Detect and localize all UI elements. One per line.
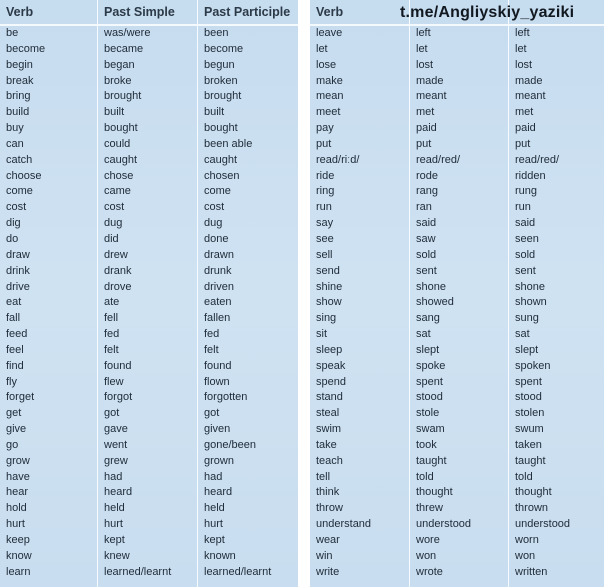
left-column-verb bbox=[0, 0, 97, 587]
table-cell: read/red/ bbox=[515, 153, 560, 166]
table-cell: sang bbox=[416, 312, 440, 325]
table-cell: met bbox=[416, 106, 435, 119]
table-cell: hear bbox=[6, 486, 29, 499]
table-cell: can bbox=[6, 137, 24, 150]
right-verb-table bbox=[310, 0, 604, 587]
left-column-past-participle bbox=[197, 0, 298, 587]
table-cell: run bbox=[515, 201, 531, 214]
table-cell: win bbox=[316, 549, 333, 562]
table-cell: sing bbox=[316, 312, 337, 325]
table-cell: rang bbox=[416, 185, 439, 198]
table-cell: began bbox=[104, 58, 135, 71]
table-cell: sent bbox=[416, 264, 437, 277]
table-cell: did bbox=[104, 232, 119, 245]
table-cell: hurt bbox=[204, 518, 223, 531]
table-cell: broke bbox=[104, 74, 132, 87]
table-cell: wrote bbox=[416, 565, 443, 578]
table-cell: come bbox=[6, 185, 33, 198]
table-cell: said bbox=[416, 217, 437, 230]
table-cell: came bbox=[104, 185, 131, 198]
table-cell: showed bbox=[416, 296, 454, 309]
table-cell: taken bbox=[515, 438, 542, 451]
table-cell: speak bbox=[316, 359, 346, 372]
table-cell: caught bbox=[104, 153, 138, 166]
column-header-past-simple: Past Simple bbox=[104, 5, 175, 19]
table-cell: flew bbox=[104, 375, 124, 388]
table-cell: ride bbox=[316, 169, 335, 182]
table-cell: seen bbox=[515, 232, 539, 245]
table-cell: won bbox=[515, 549, 536, 562]
table-cell: done bbox=[204, 232, 229, 245]
table-cell: left bbox=[416, 27, 431, 39]
table-cell: meant bbox=[416, 90, 447, 103]
table-cell: brought bbox=[104, 90, 142, 103]
table-cell: come bbox=[204, 185, 231, 198]
table-cell: thought bbox=[515, 486, 552, 499]
table-cell: have bbox=[6, 470, 30, 483]
table-cell: stood bbox=[515, 391, 542, 404]
table-cell: had bbox=[104, 470, 123, 483]
table-cell: understood bbox=[515, 518, 571, 531]
table-cell: choose bbox=[6, 169, 42, 182]
table-cell: drink bbox=[6, 264, 30, 277]
table-cell: get bbox=[6, 407, 22, 420]
table-cell: hurt bbox=[104, 518, 123, 531]
table-cell: understood bbox=[416, 518, 472, 531]
table-cell: sat bbox=[416, 328, 431, 341]
table-cell: spent bbox=[416, 375, 443, 388]
table-cell: draw bbox=[6, 248, 30, 261]
table-cell: caught bbox=[204, 153, 238, 166]
table-cell: took bbox=[416, 438, 437, 451]
table-cell: heard bbox=[104, 486, 133, 499]
table-cell: read/red/ bbox=[416, 153, 461, 166]
left-column-past-simple bbox=[97, 0, 197, 587]
table-cell: kept bbox=[204, 534, 225, 546]
table-cell: was/were bbox=[104, 27, 151, 39]
table-cell: lost bbox=[515, 58, 533, 71]
table-cell: cost bbox=[104, 201, 125, 214]
watermark-text[interactable]: t.me/Angliyskiy_yaziki bbox=[400, 4, 575, 21]
table-cell: could bbox=[104, 137, 131, 150]
table-cell: left bbox=[515, 27, 530, 39]
table-cell: dig bbox=[6, 217, 21, 230]
table-cell: think bbox=[316, 486, 340, 499]
table-cell: hold bbox=[6, 502, 27, 515]
table-cell: drive bbox=[6, 280, 30, 293]
table-cell: put bbox=[316, 137, 332, 150]
table-cell: got bbox=[104, 407, 120, 420]
table-cell: feel bbox=[6, 343, 24, 356]
table-cell: make bbox=[316, 74, 343, 87]
table-cell: keep bbox=[6, 534, 30, 546]
table-cell: send bbox=[316, 264, 340, 277]
table-cell: learn bbox=[6, 565, 31, 578]
table-cell: steal bbox=[316, 407, 340, 420]
table-cell: hurt bbox=[6, 518, 25, 531]
table-cell: told bbox=[416, 470, 434, 483]
table-cell: understand bbox=[316, 518, 372, 531]
table-cell: fell bbox=[104, 312, 119, 325]
table-cell: ring bbox=[316, 185, 335, 198]
table-cell: fallen bbox=[204, 312, 231, 325]
table-cell: threw bbox=[416, 502, 443, 515]
table-cell: shone bbox=[416, 280, 446, 293]
table-cell: written bbox=[515, 565, 548, 578]
table-cell: swum bbox=[515, 423, 544, 436]
table-cell: shine bbox=[316, 280, 343, 293]
table-cell: fed bbox=[204, 328, 220, 341]
table-cell: heard bbox=[204, 486, 233, 499]
table-cell: shone bbox=[515, 280, 545, 293]
table-cell: sit bbox=[316, 328, 327, 341]
table-cell: become bbox=[204, 42, 244, 55]
table-cell: ate bbox=[104, 296, 120, 309]
table-cell: thrown bbox=[515, 502, 549, 515]
table-cell: became bbox=[104, 42, 144, 55]
table-cell: do bbox=[6, 232, 19, 245]
table-cell: sold bbox=[515, 248, 536, 261]
table-cell: sleep bbox=[316, 343, 343, 356]
table-cell: taught bbox=[416, 454, 447, 467]
table-cell: build bbox=[6, 106, 30, 119]
table-cell: put bbox=[416, 137, 432, 150]
table-cell: give bbox=[6, 423, 27, 436]
table-cell: met bbox=[515, 106, 534, 119]
table-cell: been bbox=[204, 27, 229, 39]
table-cell: fall bbox=[6, 312, 21, 325]
table-cell: bought bbox=[204, 122, 238, 135]
table-cell: grow bbox=[6, 454, 30, 467]
table-cell: went bbox=[104, 438, 128, 451]
table-cell: sold bbox=[416, 248, 437, 261]
column-header-past-participle: Past Participle bbox=[204, 5, 291, 19]
table-cell: saw bbox=[416, 232, 436, 245]
table-cell: see bbox=[316, 232, 334, 245]
table-cell: stole bbox=[416, 407, 440, 420]
table-cell: found bbox=[204, 359, 232, 372]
table-cell: kept bbox=[104, 534, 125, 546]
table-cell: teach bbox=[316, 454, 343, 467]
table-cell: let bbox=[416, 42, 428, 55]
table-cell: dug bbox=[204, 217, 223, 230]
table-cell: break bbox=[6, 74, 34, 87]
table-cell: pay bbox=[316, 122, 334, 135]
table-cell: taught bbox=[515, 454, 546, 467]
table-cell: got bbox=[204, 407, 220, 420]
table-cell: given bbox=[204, 423, 231, 436]
table-cell: begin bbox=[6, 58, 33, 71]
table-cell: bring bbox=[6, 90, 31, 103]
table-cell: cost bbox=[204, 201, 225, 214]
table-cell: sell bbox=[316, 248, 333, 261]
table-cell: fly bbox=[6, 375, 17, 388]
table-cell: drove bbox=[104, 280, 132, 293]
table-cell: told bbox=[515, 470, 533, 483]
table-cell: eaten bbox=[204, 296, 232, 309]
table-cell: brought bbox=[204, 90, 242, 103]
table-cell: shown bbox=[515, 296, 547, 309]
table-cell: become bbox=[6, 42, 46, 55]
table-cell: been able bbox=[204, 137, 253, 150]
table-cell: spoken bbox=[515, 359, 551, 372]
table-cell: learned/learnt bbox=[204, 565, 272, 578]
table-cell: feed bbox=[6, 328, 28, 341]
table-cell: swam bbox=[416, 423, 445, 436]
table-cell: worn bbox=[515, 534, 539, 546]
table-cell: made bbox=[515, 74, 543, 87]
table-cell: grew bbox=[104, 454, 128, 467]
table-cell: stood bbox=[416, 391, 443, 404]
table-cell: buy bbox=[6, 122, 24, 135]
table-cell: cost bbox=[6, 201, 27, 214]
table-cell: held bbox=[104, 502, 125, 515]
table-cell: lost bbox=[416, 58, 434, 71]
table-cell: mean bbox=[316, 90, 344, 103]
table-cell: paid bbox=[416, 122, 437, 135]
right-column-past-simple bbox=[409, 0, 508, 587]
table-cell: say bbox=[316, 217, 334, 230]
table-cell: won bbox=[416, 549, 437, 562]
left-verb-table bbox=[0, 0, 298, 587]
table-cell: begun bbox=[204, 58, 235, 71]
table-cell: known bbox=[204, 549, 236, 562]
table-cell: gone/been bbox=[204, 438, 256, 451]
table-cell: held bbox=[204, 502, 225, 515]
table-cell: made bbox=[416, 74, 444, 87]
table-cell: ran bbox=[416, 201, 432, 214]
table-cell: sent bbox=[515, 264, 536, 277]
table-cell: had bbox=[204, 470, 223, 483]
table-cell: find bbox=[6, 359, 24, 372]
table-cell: show bbox=[316, 296, 342, 309]
table-cell: let bbox=[316, 42, 328, 55]
table-cell: spoke bbox=[416, 359, 446, 372]
column-header-verb: Verb bbox=[6, 5, 34, 19]
table-cell: drunk bbox=[204, 264, 232, 277]
table-cell: rode bbox=[416, 169, 439, 182]
table-cell: bought bbox=[104, 122, 138, 135]
table-cell: forgot bbox=[104, 391, 133, 404]
table-cell: broken bbox=[204, 74, 238, 87]
table-cell: know bbox=[6, 549, 32, 562]
table-cell: run bbox=[316, 201, 332, 214]
table-cell: swim bbox=[316, 423, 342, 436]
table-cell: fed bbox=[104, 328, 120, 341]
table-cell: thought bbox=[416, 486, 453, 499]
table-cell: driven bbox=[204, 280, 234, 293]
table-cell: be bbox=[6, 27, 19, 39]
table-cell: put bbox=[515, 137, 531, 150]
table-cell: flown bbox=[204, 375, 230, 388]
table-cell: take bbox=[316, 438, 337, 451]
table-cell: gave bbox=[104, 423, 128, 436]
table-cell: catch bbox=[6, 153, 33, 166]
table-cell: eat bbox=[6, 296, 22, 309]
table-cell: forgotten bbox=[204, 391, 248, 404]
table-cell: write bbox=[316, 565, 340, 578]
table-cell: felt bbox=[104, 343, 119, 356]
table-cell: meet bbox=[316, 106, 341, 119]
table-cell: drew bbox=[104, 248, 128, 261]
table-cell: forget bbox=[6, 391, 35, 404]
table-cell: built bbox=[104, 106, 125, 119]
table-cell: stolen bbox=[515, 407, 545, 420]
table-cell: chosen bbox=[204, 169, 240, 182]
table-cell: wear bbox=[316, 534, 340, 546]
table-cell: paid bbox=[515, 122, 536, 135]
table-cell: knew bbox=[104, 549, 130, 562]
table-cell: tell bbox=[316, 470, 331, 483]
table-cell: wore bbox=[416, 534, 440, 546]
table-cell: spend bbox=[316, 375, 346, 388]
table-cell: felt bbox=[204, 343, 219, 356]
table-cell: said bbox=[515, 217, 536, 230]
table-cell: stand bbox=[316, 391, 343, 404]
table-cell: rung bbox=[515, 185, 538, 198]
table-cell: grown bbox=[204, 454, 234, 467]
table-cell: dug bbox=[104, 217, 123, 230]
table-cell: found bbox=[104, 359, 132, 372]
table-cell: lose bbox=[316, 58, 337, 71]
table-cell: chose bbox=[104, 169, 134, 182]
table-cell: slept bbox=[515, 343, 539, 356]
table-cell: go bbox=[6, 438, 19, 451]
table-cell: drawn bbox=[204, 248, 234, 261]
table-cell: meant bbox=[515, 90, 546, 103]
table-cell: leave bbox=[316, 27, 343, 39]
table-cell: drank bbox=[104, 264, 132, 277]
right-column-verb bbox=[310, 0, 409, 587]
table-cell: let bbox=[515, 42, 527, 55]
table-cell: read/riːd/ bbox=[316, 153, 360, 166]
table-cell: throw bbox=[316, 502, 343, 515]
table-cell: built bbox=[204, 106, 225, 119]
table-cell: learned/learnt bbox=[104, 565, 172, 578]
table-cell: ridden bbox=[515, 169, 546, 182]
right-column-past-participle bbox=[508, 0, 604, 587]
column-header-verb: Verb bbox=[316, 5, 344, 19]
table-cell: sat bbox=[515, 328, 530, 341]
table-cell: spent bbox=[515, 375, 542, 388]
table-cell: slept bbox=[416, 343, 440, 356]
table-cell: sung bbox=[515, 312, 539, 325]
